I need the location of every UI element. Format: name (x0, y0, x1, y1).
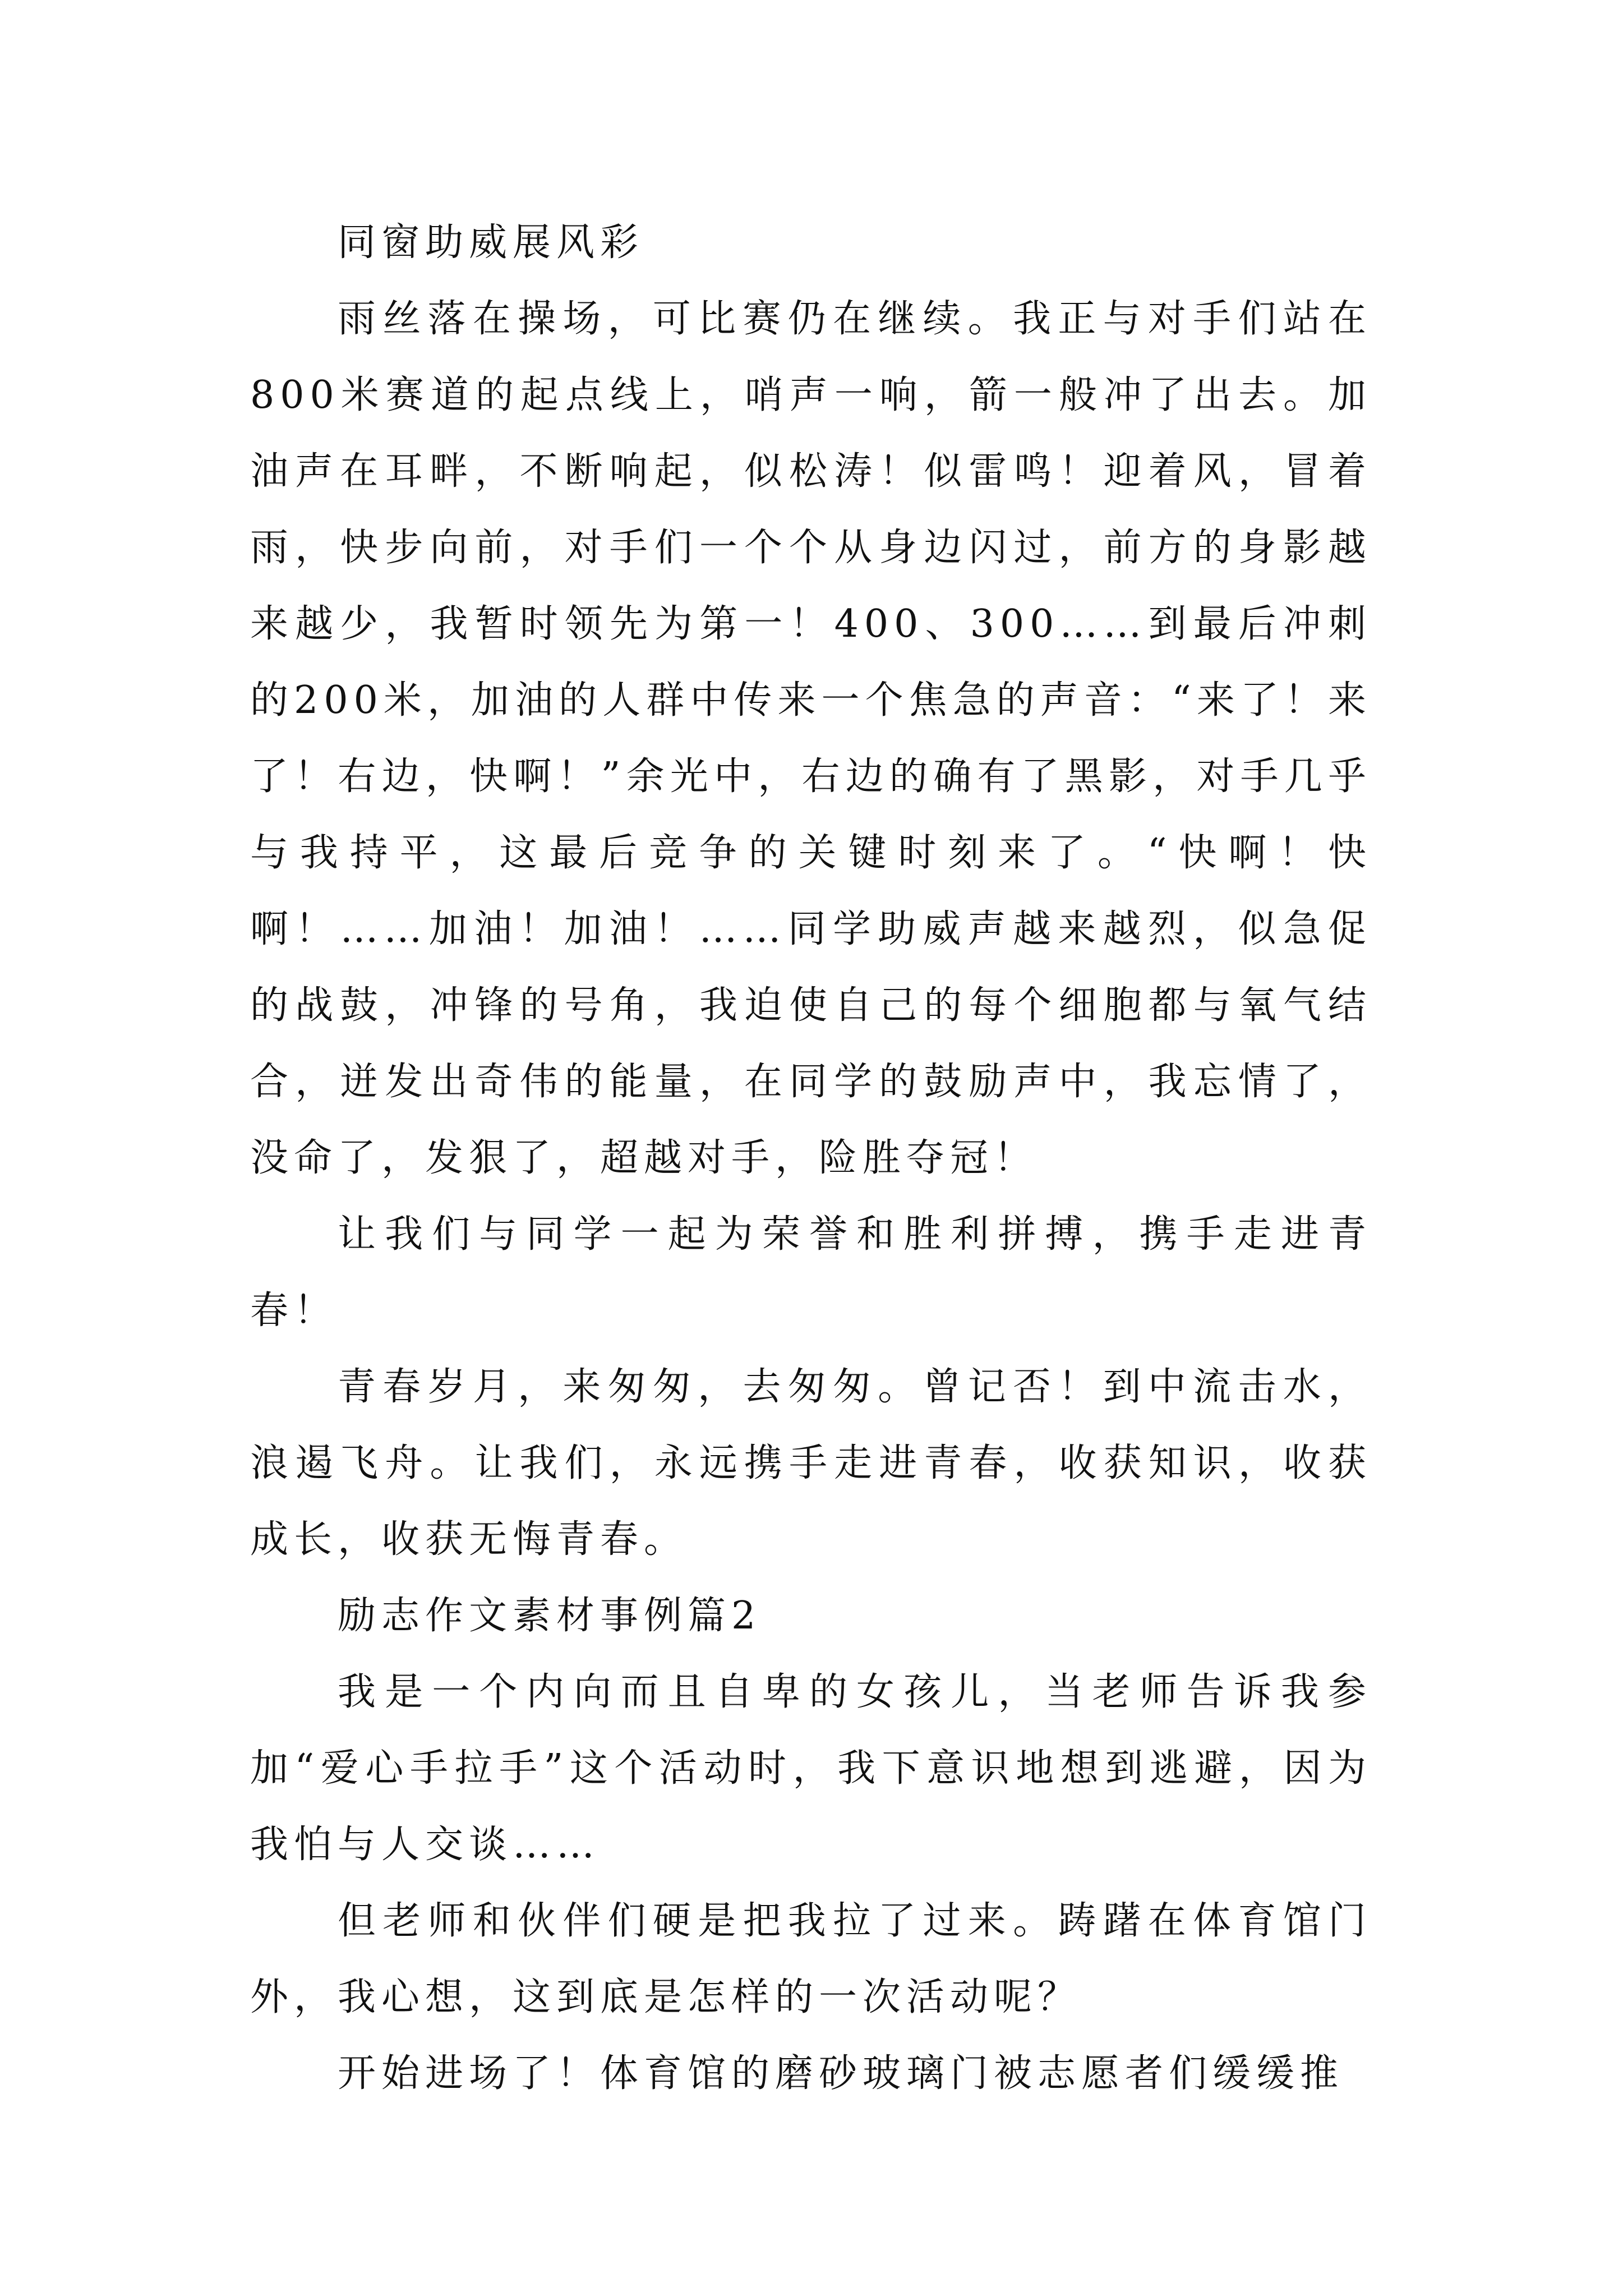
paragraph: 雨丝落在操场，可比赛仍在继续。我正与对手们站在800米赛道的起点线上，哨声一响，箭一般冲了出去。加油声在耳畔，不断响起，似松涛！似雷鸣！迎着风，冒着雨，快步向前，对手们一个个从身边闪过，前方的身影越来越少，我暂时领先为第一！400、300……到最后冲刺的200米，加油的人群中传来一个焦急的声音：“来了！来了！右边，快啊！”余光中，右边的确有了黑影，对手几乎与我持平，这最后竞争的关键时刻来了。“快啊！快啊！……加油！加油！……同学助威声越来越烈，似急促的战鼓，冲锋的号角，我迫使自己的每个细胞都与氧气结合，迸发出奇伟的能量，在同学的鼓励声中，我忘情了，没命了，发狠了，超越对手，险胜夺冠！ (250, 297, 1372, 1180)
document-body (250, 205, 1372, 2112)
paragraph: 我是一个内向而且自卑的女孩儿，当老师告诉我参加“爱心手拉手”这个活动时，我下意识地想到逃避，因为我怕与人交谈…… (250, 1670, 1372, 1867)
paragraph: 青春岁月，来匆匆，去匆匆。曾记否！到中流击水，浪遏飞舟。让我们，永远携手走进青春，收获知识，收获成长，收获无悔青春。 (250, 1365, 1372, 1562)
paragraph: 但老师和伙伴们硬是把我拉了过来。踌躇在体育馆门外，我心想，这到底是怎样的一次活动呢？ (250, 1899, 1372, 2019)
paragraph: 让我们与同学一起为荣誉和胜利拼搏，携手走进青春！ (250, 1212, 1372, 1333)
section-heading: 同窗助威展风彩 (338, 220, 644, 265)
section-heading: 励志作文素材事例篇2 (338, 1594, 762, 1638)
paragraph: 开始进场了！体育馆的磨砂玻璃门被志愿者们缓缓推 (338, 2051, 1344, 2096)
